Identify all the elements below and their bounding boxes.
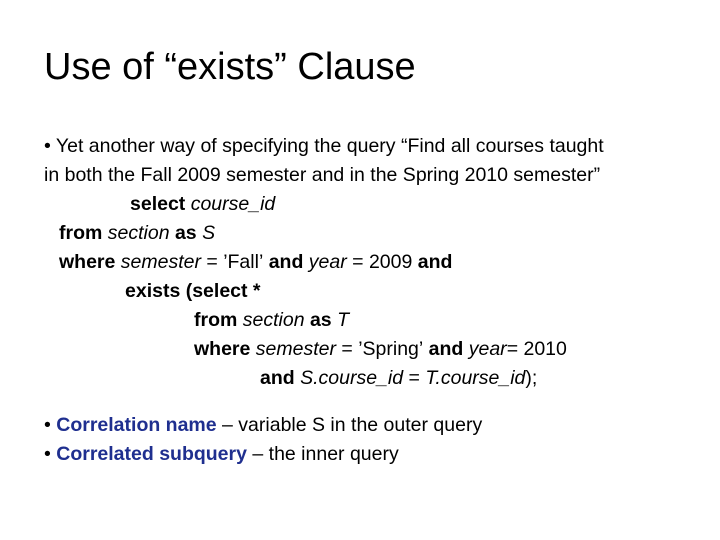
- sql-line-7: [44, 364, 704, 393]
- sql-text: = 2010: [506, 338, 567, 360]
- sql-alias: S: [196, 222, 216, 244]
- sql-column: course_id: [185, 193, 276, 215]
- sql-keyword: as: [169, 222, 197, 244]
- bullet-term: Correlation name: [56, 414, 217, 436]
- sql-line-2: [44, 219, 704, 248]
- bullet-desc: – the inner query: [246, 443, 399, 465]
- sql-text: );: [525, 367, 538, 389]
- slide-body: [44, 132, 704, 469]
- sql-column: year: [303, 251, 347, 273]
- slide-title: Use of “exists” Clause: [44, 46, 416, 88]
- sql-text: =: [403, 367, 426, 389]
- bullet-correlated-subquery: [44, 440, 704, 469]
- sql-keyword: where: [59, 251, 116, 273]
- sql-keyword: select: [130, 193, 186, 215]
- sql-line-5: [44, 306, 704, 335]
- sql-keyword: and: [263, 251, 304, 273]
- sql-keyword: exists: [125, 280, 181, 302]
- sql-keyword: and: [412, 251, 453, 273]
- sql-line-1: [44, 190, 704, 219]
- intro-line-2: in both the Fall 2009 semester and in the Spring 2010 semester”: [44, 164, 601, 186]
- sql-line-3: [44, 248, 704, 277]
- sql-keyword: where: [194, 338, 251, 360]
- sql-line-6: [44, 335, 704, 364]
- sql-keyword: and: [260, 367, 295, 389]
- bullet-mark: •: [44, 414, 57, 436]
- sql-keyword: from: [59, 222, 103, 244]
- sql-column: semester: [250, 338, 336, 360]
- bullet-correlation-name: [44, 411, 704, 440]
- bullet-term: Correlated subquery: [56, 443, 247, 465]
- sql-keyword: as: [304, 309, 332, 331]
- sql-keyword: from: [194, 309, 238, 331]
- sql-alias: T: [331, 309, 349, 331]
- bullet-mark: •: [44, 443, 57, 465]
- intro-line-1: • Yet another way of specifying the query “Find all courses taught: [44, 135, 604, 157]
- sql-text: = ’Fall’: [200, 251, 264, 273]
- bullet-desc: – variable S in the outer query: [216, 414, 483, 436]
- sql-column: semester: [115, 251, 201, 273]
- sql-text: = 2009: [346, 251, 413, 273]
- sql-table: section: [102, 222, 170, 244]
- sql-table: section: [237, 309, 305, 331]
- sql-line-4: [44, 277, 704, 306]
- sql-column: year: [463, 338, 507, 360]
- sql-text: (select *: [180, 280, 261, 302]
- sql-keyword: and: [423, 338, 464, 360]
- sql-column: S.course_id: [294, 367, 404, 389]
- sql-text: = ’Spring’: [335, 338, 424, 360]
- sql-column: T.course_id: [425, 367, 526, 389]
